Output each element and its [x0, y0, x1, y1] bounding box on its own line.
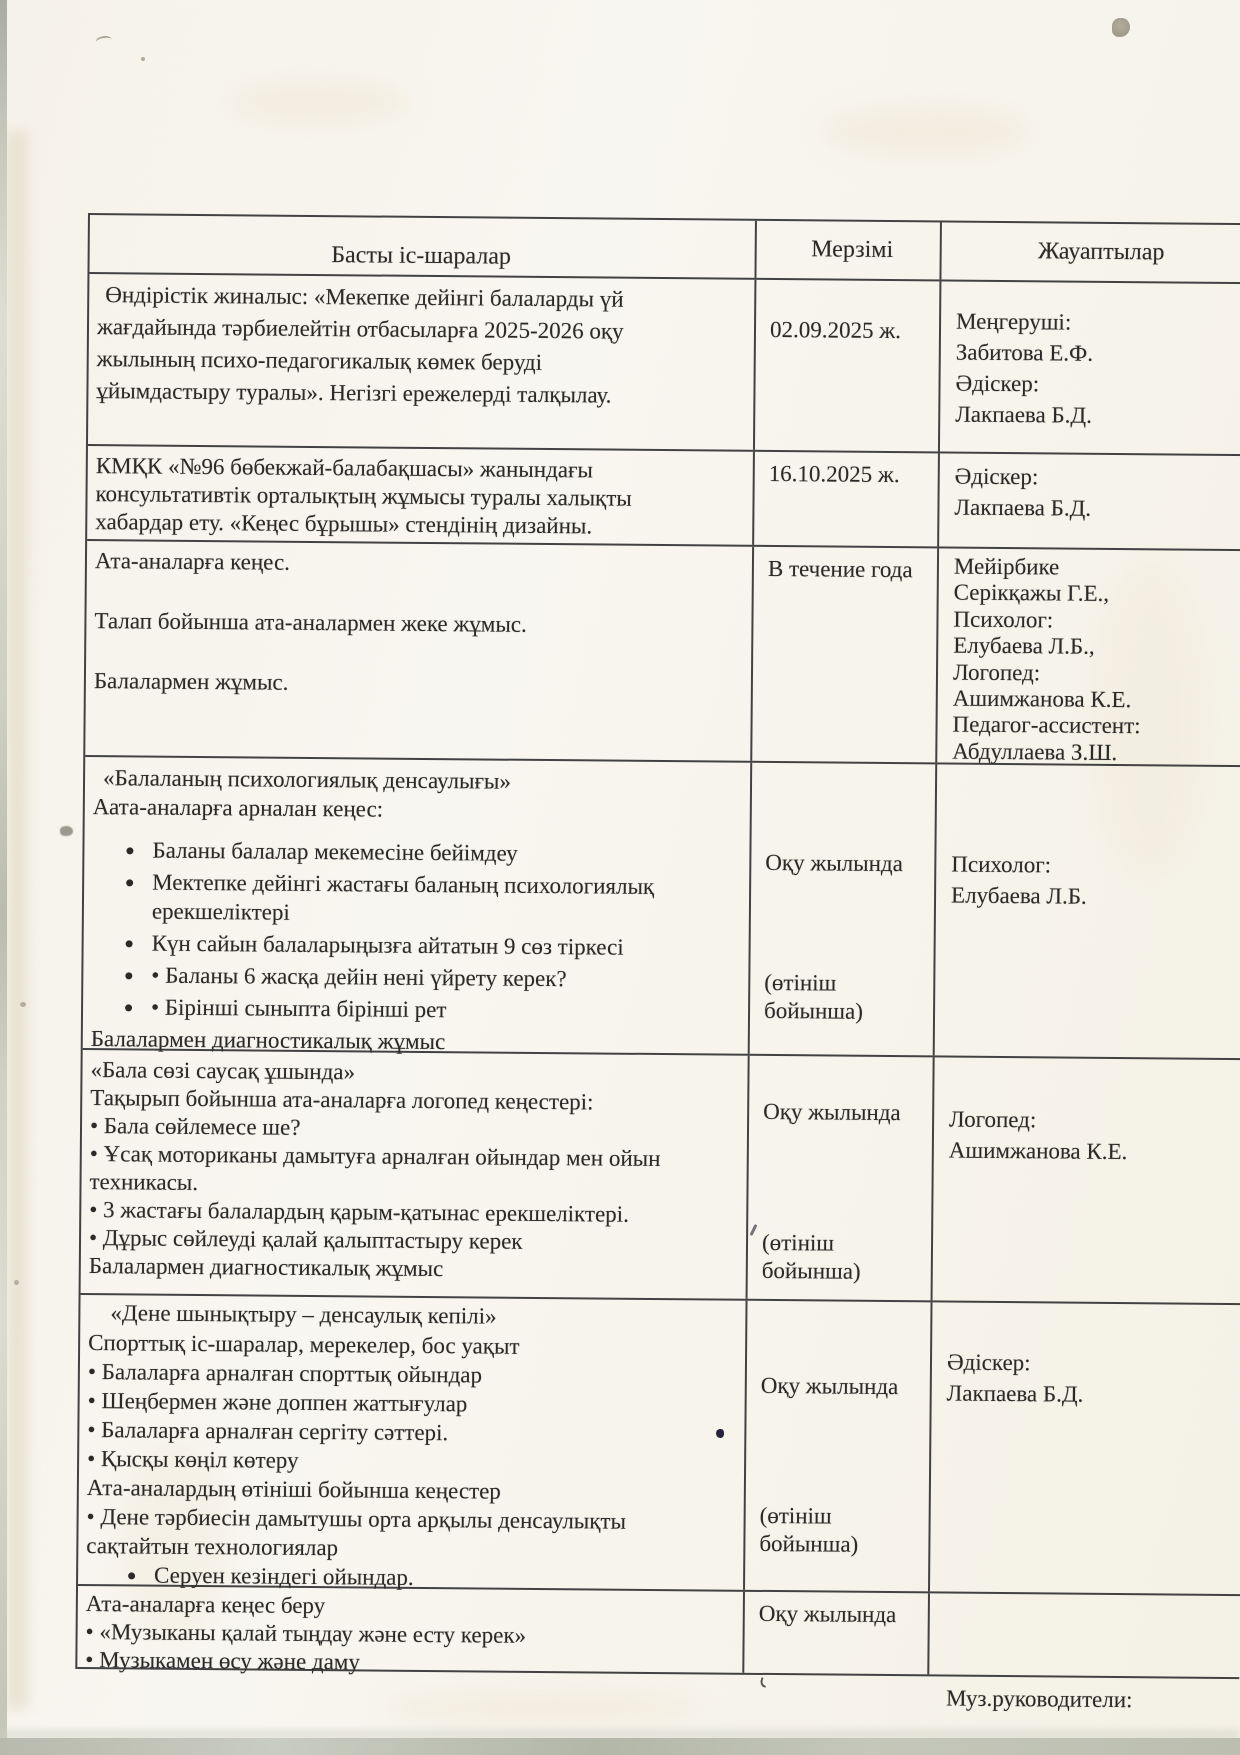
scan-streak: [6, 130, 28, 1710]
term-label: Оқу жылында: [765, 849, 903, 877]
overflow-responsible: Муз.руководители:: [945, 1685, 1133, 1713]
activity-cell: [77, 1586, 745, 1673]
responsible-cell: [933, 1057, 1240, 1303]
activity-line: • Шеңбермен және доппен жаттығулар: [87, 1388, 468, 1417]
header-activity: [89, 215, 756, 278]
activity-cell: [78, 1295, 747, 1590]
term-label: 02.09.2025 ж.: [769, 316, 902, 344]
responsible-cell: [929, 1593, 1240, 1677]
header-responsible-label: Жауаптылар: [1037, 238, 1165, 266]
responsible-cell: [940, 281, 1240, 454]
activity-line: ұйымдастыру туралы». Негізгі ережелерді талқылау.: [96, 378, 612, 408]
activity-line: • 3 жастағы балалардың қарым-қатынас ерекшеліктері.: [89, 1197, 630, 1227]
activity-cell: [85, 541, 754, 761]
responsible-line: Забитова Е.Ф.: [955, 339, 1094, 366]
term-cell: [752, 547, 939, 763]
activity-cell: [87, 446, 755, 545]
responsible-line: Лакпаева Б.Д.: [946, 1380, 1084, 1407]
responsible-cell: [937, 548, 1240, 765]
responsible-cell: [935, 764, 1240, 1058]
activity-line: жағдайында тәрбиелейтін отбасыларға 2025-2026 оқу: [96, 314, 624, 344]
term-label: Оқу жылында: [760, 1372, 899, 1400]
scan-smudge: [14, 1280, 19, 1285]
responsible-line: Абдуллаева З.Ш.: [952, 738, 1118, 765]
responsible-line: Әдіскер:: [954, 463, 1039, 490]
bullet-list: [91, 835, 740, 1027]
activity-line: Өндірістік жиналыс: «Мекепке дейінгі балаларды үй: [105, 282, 624, 312]
table-row: [85, 541, 1240, 767]
activity-line: Ата-аналарға кеңес беру: [85, 1591, 326, 1619]
responsible-line: Әдіскер:: [946, 1349, 1031, 1376]
term-cell: [744, 1592, 930, 1675]
scan-smudge: [60, 826, 73, 836]
bottom-scan-band: [0, 1738, 1240, 1755]
term-label: 16.10.2025 ж.: [768, 460, 900, 488]
activity-title: «Балаланың психологиялық денсаулығы»: [102, 765, 512, 794]
term-label: Оқу жылында: [763, 1098, 901, 1126]
responsible-line: Әдіскер:: [955, 370, 1040, 397]
bullet-item: • Мектепке дейінгі жастағы баланың психологиялық ерекшеліктері: [146, 868, 739, 931]
bullet-item: • • Баланы 6 жасқа дейін нені үйрету керек?: [145, 961, 738, 995]
table-row: [88, 274, 1240, 456]
term-note: (өтініш бойынша): [759, 1502, 859, 1557]
activity-title: «Дене шынықтыру – денсаулық кепілі»: [110, 1300, 497, 1329]
responsible-line: Серікқажы Г.Е.,: [953, 579, 1110, 607]
term-cell: [745, 1301, 933, 1592]
term-cell: [750, 763, 938, 1056]
responsible-cell: [930, 1302, 1240, 1594]
activity-line: Талап бойынша ата-аналармен жеке жұмыс.: [94, 608, 527, 637]
activity-line: • Қысқы көңіл көтеру: [87, 1446, 299, 1473]
responsible-line: Лакпаева Б.Д.: [955, 401, 1093, 428]
activity-line: Спорттық іс-шаралар, мерекелер, бос уақыт: [88, 1330, 520, 1359]
activity-line: Тақырып бойынша ата-аналарға логопед кеңестері:: [90, 1085, 594, 1115]
paper-mottle: [380, 1690, 700, 1724]
activity-subtitle: Аата-аналарға арналан кеңес:: [92, 794, 384, 822]
scan-smudge: [20, 1002, 26, 1007]
activity-line: Балалармен диагностикалық жұмыс: [88, 1253, 444, 1282]
scan-dot: [1112, 18, 1130, 37]
activity-line: • Дене тәрбиесін дамытушы орта арқылы денсаулықты сақтайтын технологиялар: [86, 1504, 627, 1561]
activity-cell: [81, 1050, 750, 1299]
activity-line: Ата-аналардың өтініші бойынша кеңестер: [86, 1475, 501, 1504]
activity-line: • Балаларға арналған спорттық ойындар: [87, 1359, 483, 1388]
table-row: [77, 1586, 1240, 1679]
scan-edge-band: [0, 0, 7, 1755]
responsible-line: Елубаева Л.Б.: [950, 882, 1087, 909]
term-label: Оқу жылында: [758, 1600, 897, 1628]
term-cell: [748, 1056, 935, 1301]
paper-mottle: [230, 80, 410, 124]
pencil-squiggle: [95, 34, 113, 46]
activity-title: «Бала сөзі саусақ ұшында»: [90, 1057, 356, 1085]
header-term: [756, 221, 941, 280]
activity-line: Балалармен диагностикалық жұмыс: [90, 1026, 446, 1055]
activity-line: • «Музыканы қалай тыңдау және есту керек»: [85, 1619, 527, 1648]
activity-line: консультативтік орталықтың жұмысы туралы халықты: [95, 481, 632, 511]
responsible-line: Меңгеруші:: [955, 308, 1072, 335]
responsible-line: Ашимжанова К.Е.: [948, 1137, 1128, 1165]
pen-mark: [759, 1677, 768, 1688]
bullet-item: • Баланы балалар мекемесіне бейімдеу: [146, 836, 739, 870]
activity-line: Балалармен жұмыс.: [93, 668, 289, 695]
responsible-line: Педагог-ассистент:: [952, 712, 1141, 739]
term-note: (өтініш бойынша): [763, 969, 864, 1024]
table-row: [78, 1295, 1240, 1596]
responsible-line: Ашимжанова К.Е.: [952, 685, 1132, 713]
responsible-line: Логопед:: [952, 659, 1041, 685]
term-note: (өтініш бойынша): [761, 1229, 861, 1284]
table-row: [83, 757, 1240, 1060]
bottom-scan-band: [0, 1730, 1240, 1740]
pencil-dot: [141, 57, 145, 61]
table-row: [81, 1050, 1240, 1305]
term-cell: [754, 452, 940, 547]
activity-cell: [83, 757, 753, 1054]
responsible-cell: [939, 453, 1240, 549]
responsible-line: Мейірбике: [953, 553, 1060, 580]
bullet-item: • Күн сайын балаларыңызға айтатын 9 сөз тіркесі: [146, 929, 739, 963]
header-activity-label: Басты іс-шаралар: [331, 242, 512, 270]
table-header-row: [89, 215, 1240, 284]
responsible-line: Лакпаева Б.Д.: [954, 494, 1092, 521]
responsible-line: Елубаева Л.Б.,: [953, 632, 1095, 660]
activity-line: Ата-аналарға кеңес.: [94, 548, 291, 575]
plan-table: [75, 213, 1240, 1713]
activity-line: • Бала сөйлемесе ше?: [89, 1113, 301, 1140]
table-row: [87, 446, 1240, 551]
activity-line: КМҚК «№96 бөбекжай-балабақшасы» жанындағы: [95, 453, 594, 483]
bullet-item: • Серуен кезіндегі ойындар.: [148, 1562, 733, 1595]
header-responsible: [941, 222, 1240, 282]
activity-line: • Балаларға арналған сергіту сәттері.: [87, 1417, 449, 1446]
responsible-line: Логопед:: [949, 1106, 1037, 1133]
paper-mottle: [820, 105, 1030, 157]
activity-line: жылының психо-педагогикалық көмек беруді: [96, 346, 543, 375]
activity-line: хабардар ету. «Кеңес бұрышы» стендінің дизайны.: [95, 509, 593, 539]
bullet-item: • • Бірінші сыныпта бірінші рет: [145, 993, 738, 1027]
term-label: В течение года: [767, 555, 913, 583]
header-term-label: Мерзімі: [811, 236, 894, 264]
activity-line: • Музыкамен өсу және даму: [85, 1647, 361, 1675]
responsible-line: Психолог:: [953, 606, 1054, 633]
activity-line: • Дұрыс сөйлеуді қалай қалыптастыру керек: [88, 1225, 523, 1254]
activity-cell: [88, 274, 756, 450]
term-cell: [755, 280, 941, 452]
activity-line: • Ұсақ моториканы дамытуға арналған ойындар мен ойын техникасы.: [89, 1141, 661, 1195]
responsible-line: Психолог:: [951, 851, 1052, 878]
